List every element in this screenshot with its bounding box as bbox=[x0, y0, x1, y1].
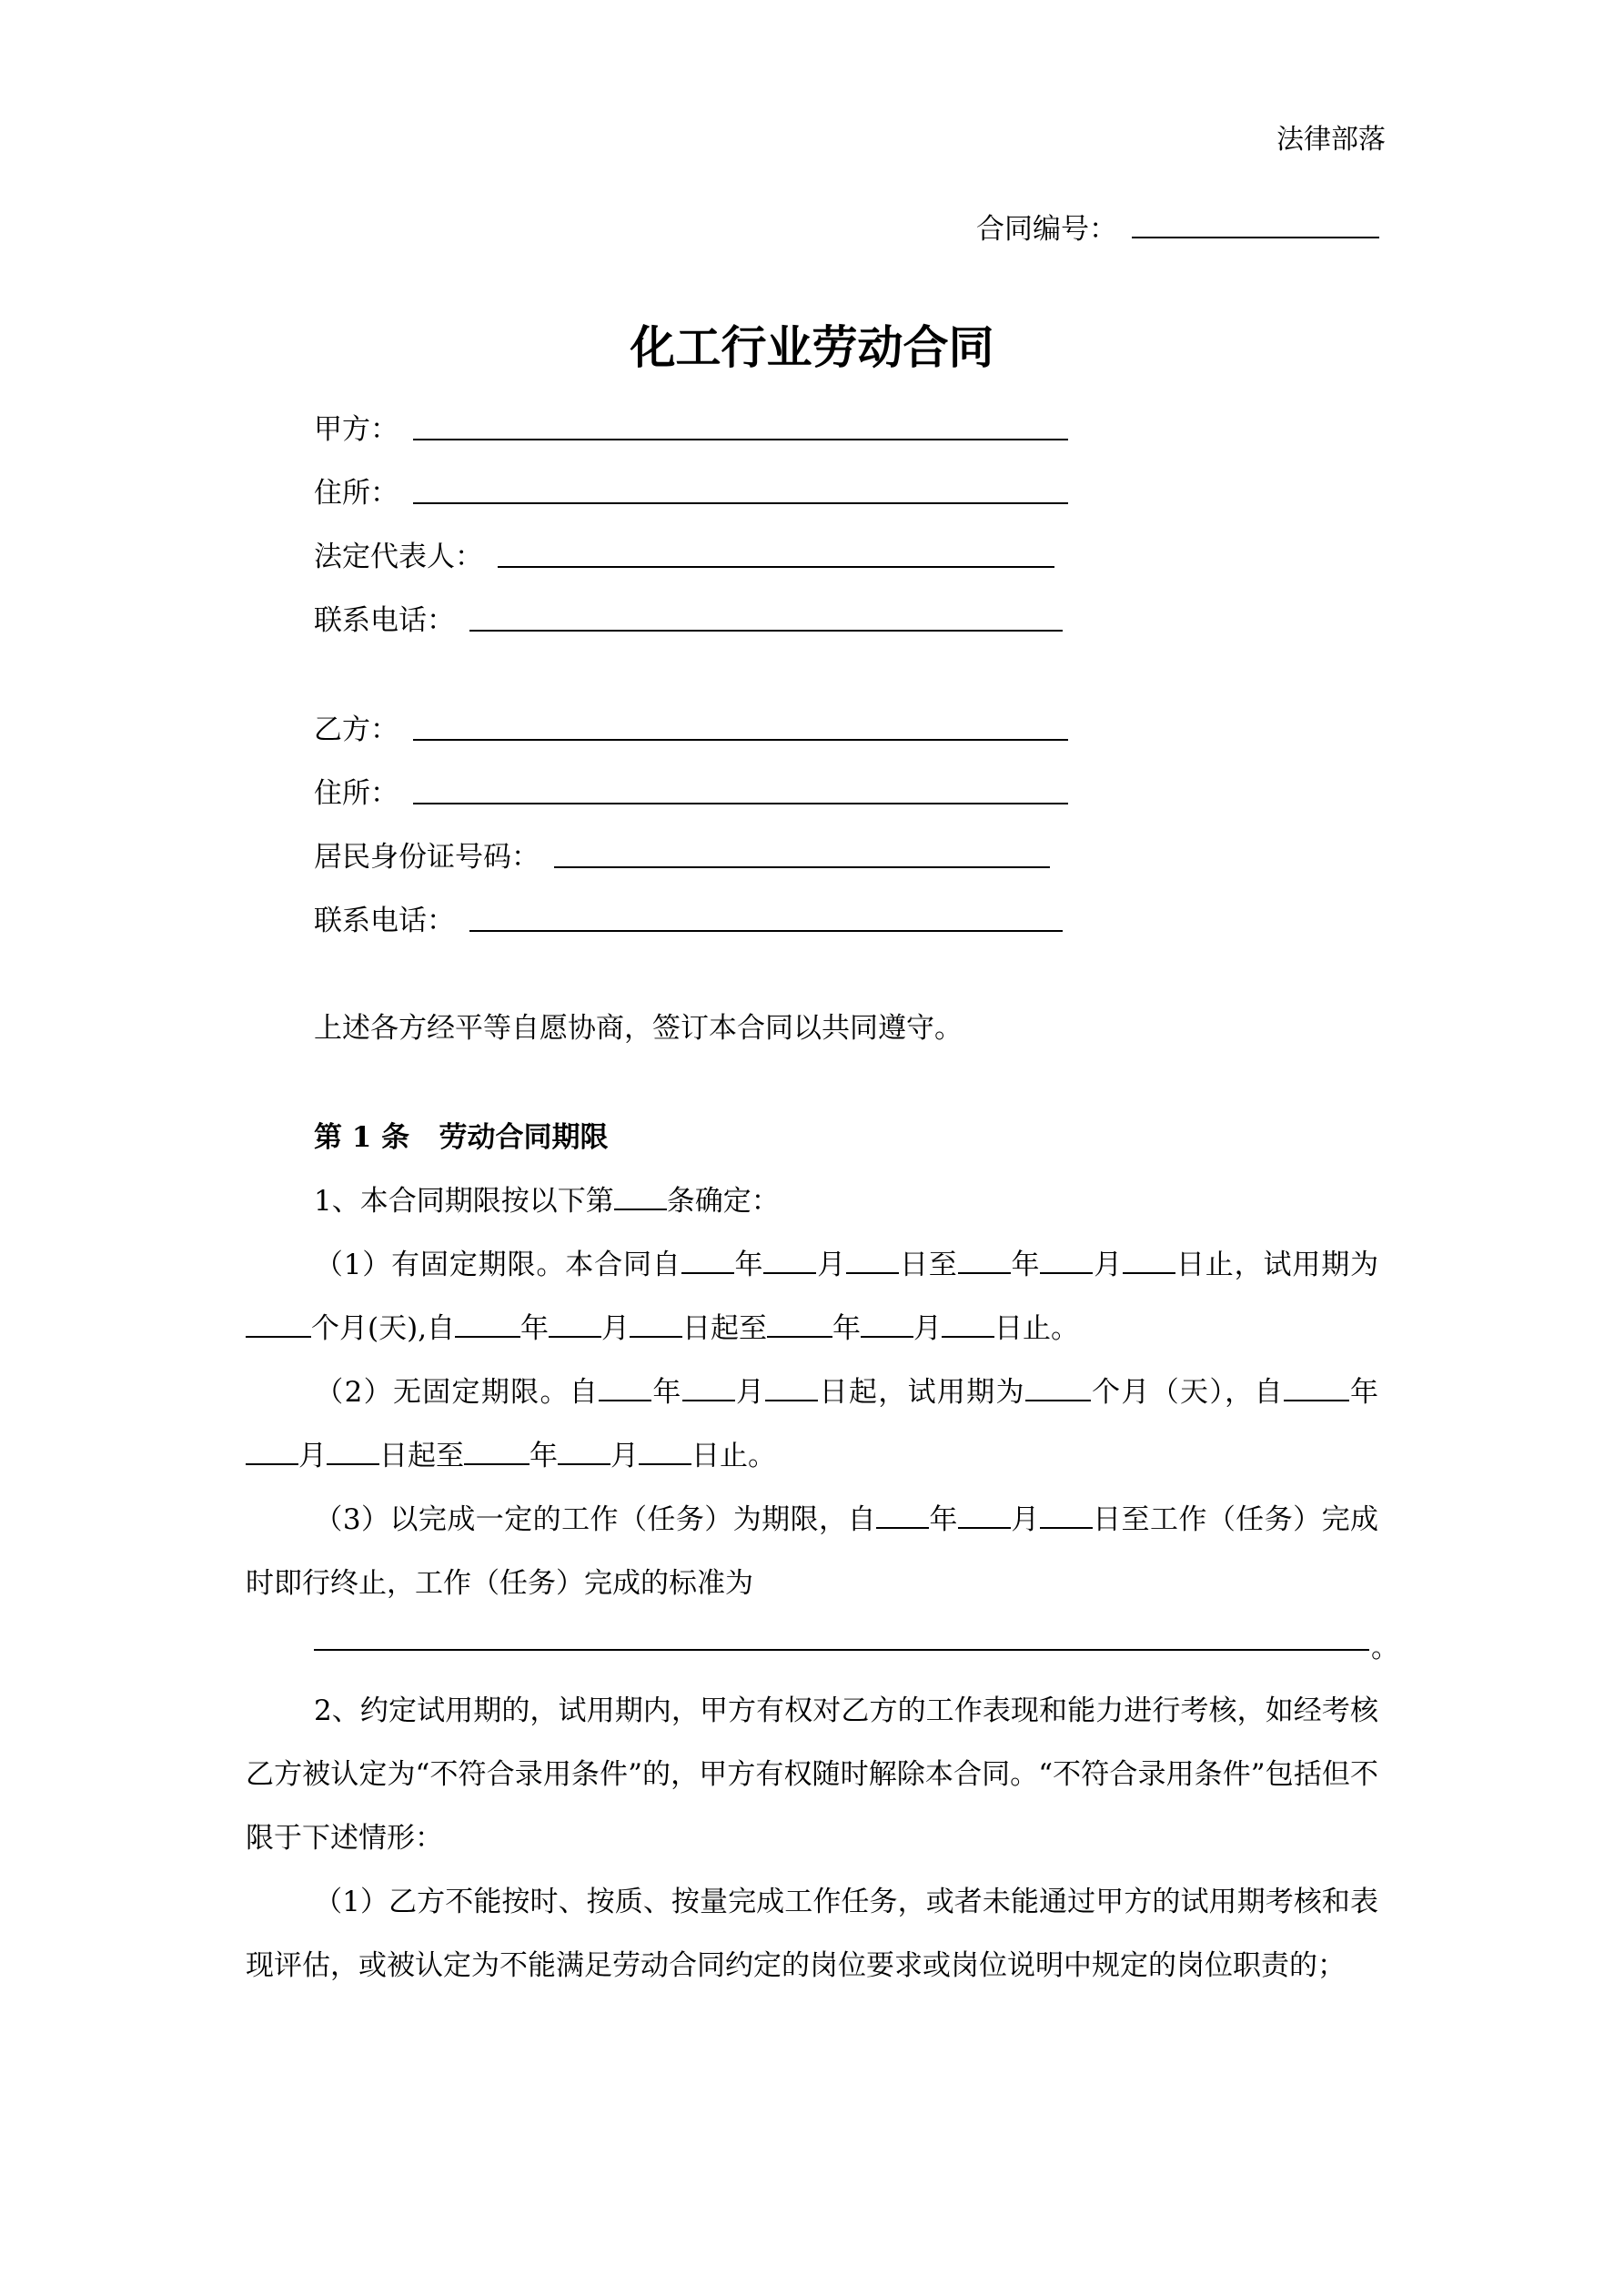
month-label: 月 bbox=[1093, 1249, 1124, 1281]
year-label: 年 bbox=[733, 1249, 764, 1281]
month-label: 月 bbox=[610, 1440, 639, 1472]
contract-number-label: 合同编号： bbox=[976, 213, 1117, 246]
blank-line[interactable] bbox=[469, 928, 1063, 932]
year-label: 年 bbox=[1348, 1376, 1379, 1409]
clause-text: 个月(天),自 bbox=[311, 1312, 456, 1345]
clause-text: 试用期为 bbox=[1263, 1249, 1379, 1281]
party-b-address-field bbox=[314, 775, 1068, 812]
clause-text: （1）有固定期限。本合同自 bbox=[314, 1249, 681, 1281]
clause-text: 日止。 bbox=[691, 1440, 776, 1472]
blank-line[interactable] bbox=[413, 801, 1068, 804]
blank-line[interactable] bbox=[763, 1250, 816, 1274]
blank-line[interactable] bbox=[469, 628, 1063, 632]
year-label: 年 bbox=[1010, 1249, 1041, 1281]
clause-text: （2）无固定期限。自 bbox=[314, 1376, 600, 1409]
blank-line[interactable] bbox=[554, 865, 1050, 868]
clause-text: 日至工作（任务）完成时即行终止，工作（任务）完成的标准为 bbox=[246, 1503, 1379, 1600]
blank-line[interactable] bbox=[765, 1378, 818, 1401]
year-label: 年 bbox=[928, 1503, 958, 1536]
blank-line[interactable] bbox=[1040, 1250, 1093, 1274]
blank-line[interactable] bbox=[1284, 1378, 1349, 1401]
blank-line[interactable] bbox=[958, 1505, 1011, 1529]
blank-line[interactable] bbox=[682, 1378, 735, 1401]
field-label: 住所： bbox=[314, 477, 398, 510]
blank-line[interactable] bbox=[614, 1187, 667, 1210]
blank-line[interactable] bbox=[413, 737, 1068, 741]
clause-text: 日起，试用期为 bbox=[818, 1376, 1025, 1409]
option-task-based bbox=[246, 1488, 1378, 1615]
blank-line[interactable] bbox=[413, 501, 1068, 504]
year-label: 年 bbox=[651, 1376, 682, 1409]
article-number: 第 1 条 bbox=[314, 1121, 410, 1154]
clause-text: 个月（天）， bbox=[1090, 1376, 1255, 1409]
blank-line[interactable] bbox=[861, 1314, 913, 1338]
probation-clause bbox=[246, 1679, 1378, 1870]
party-b-name-field bbox=[314, 712, 1068, 748]
field-label: 住所： bbox=[314, 777, 398, 810]
field-label: 联系电话： bbox=[314, 905, 455, 937]
party-b-phone-field bbox=[314, 903, 1063, 939]
field-label: 法定代表人： bbox=[314, 541, 483, 573]
article-1-heading bbox=[314, 1119, 609, 1156]
option-open-ended bbox=[246, 1360, 1378, 1488]
clause-text: 日至 bbox=[899, 1249, 958, 1281]
probation-condition-1 bbox=[246, 1870, 1378, 1998]
blank-line[interactable] bbox=[681, 1250, 734, 1274]
year-label: 年 bbox=[530, 1440, 558, 1472]
blank-line[interactable] bbox=[767, 1314, 832, 1338]
preamble-text: 上述各方经平等自愿协商，签订本合同以共同遵守。 bbox=[314, 1012, 963, 1045]
clause-text: 日止。 bbox=[994, 1312, 1080, 1345]
month-label: 月 bbox=[734, 1376, 766, 1409]
blank-line[interactable] bbox=[464, 1441, 530, 1465]
completion-standard-blank[interactable] bbox=[314, 1647, 1369, 1651]
blank-line[interactable] bbox=[1025, 1378, 1091, 1401]
option-fixed-term bbox=[246, 1233, 1378, 1360]
clause-text: 条确定： bbox=[666, 1185, 780, 1218]
month-label: 月 bbox=[298, 1440, 327, 1472]
field-label: 居民身份证号码： bbox=[314, 841, 540, 874]
blank-line[interactable] bbox=[630, 1314, 682, 1338]
blank-line[interactable] bbox=[558, 1441, 610, 1465]
clause-text: 日起至 bbox=[379, 1440, 464, 1472]
term-clause-1 bbox=[314, 1183, 780, 1219]
clause-text: 日起至 bbox=[682, 1312, 768, 1345]
clause-text: （3）以完成一定的工作（任务）为期限，自 bbox=[314, 1503, 876, 1536]
blank-line[interactable] bbox=[455, 1314, 520, 1338]
clause-text: 2、约定试用期的，试用期内，甲方有权对乙方的工作表现和能力进行考核，如经考核乙方被认定为“不符合录用条件”的，甲方有权随时解除本合同。“不符合录用条件”包括但不限于下述情形： bbox=[246, 1694, 1378, 1855]
clause-text: （1）乙方不能按时、按质、按量完成工作任务，或者未能通过甲方的试用期考核和表现评估，或被认定为不能满足劳动合同约定的岗位要求或岗位说明中规定的岗位职责的； bbox=[246, 1886, 1378, 1982]
blank-line[interactable] bbox=[498, 564, 1054, 568]
year-label: 年 bbox=[832, 1312, 862, 1345]
blank-line[interactable] bbox=[1040, 1505, 1093, 1529]
blank-line[interactable] bbox=[327, 1441, 379, 1465]
field-label: 乙方： bbox=[314, 713, 398, 746]
period-mark: 。 bbox=[1371, 1632, 1399, 1664]
month-label: 月 bbox=[816, 1249, 847, 1281]
blank-line[interactable] bbox=[942, 1314, 994, 1338]
blank-line[interactable] bbox=[413, 437, 1068, 440]
month-label: 月 bbox=[913, 1312, 943, 1345]
blank-line[interactable] bbox=[846, 1250, 899, 1274]
field-label: 联系电话： bbox=[314, 604, 455, 637]
clause-text: 1、本合同期限按以下第 bbox=[314, 1185, 614, 1218]
blank-line[interactable] bbox=[958, 1250, 1011, 1274]
party-a-address-field bbox=[314, 475, 1068, 511]
blank-line[interactable] bbox=[876, 1505, 929, 1529]
month-label: 月 bbox=[601, 1312, 630, 1345]
party-a-name-field bbox=[314, 411, 1068, 448]
blank-line[interactable] bbox=[1123, 1250, 1175, 1274]
month-label: 月 bbox=[1010, 1503, 1040, 1536]
clause-text: 自 bbox=[1254, 1376, 1284, 1409]
blank-line[interactable] bbox=[246, 1441, 298, 1465]
party-a-phone-field bbox=[314, 602, 1063, 639]
document-title: 化工行业劳动合同 bbox=[630, 320, 994, 374]
blank-line[interactable] bbox=[246, 1314, 311, 1338]
party-a-legal-rep-field bbox=[314, 539, 1054, 575]
article-title: 劳动合同期限 bbox=[439, 1121, 609, 1154]
blank-line[interactable] bbox=[639, 1441, 691, 1465]
field-label: 甲方： bbox=[314, 413, 398, 446]
blank-line[interactable] bbox=[549, 1314, 601, 1338]
contract-number bbox=[976, 211, 1379, 248]
year-label: 年 bbox=[520, 1312, 550, 1345]
clause-text: 日止， bbox=[1175, 1249, 1264, 1281]
contract-number-blank[interactable] bbox=[1132, 213, 1379, 238]
blank-line[interactable] bbox=[599, 1378, 651, 1401]
party-b-id-field bbox=[314, 839, 1050, 875]
brand-label: 法律部落 bbox=[1276, 124, 1386, 156]
